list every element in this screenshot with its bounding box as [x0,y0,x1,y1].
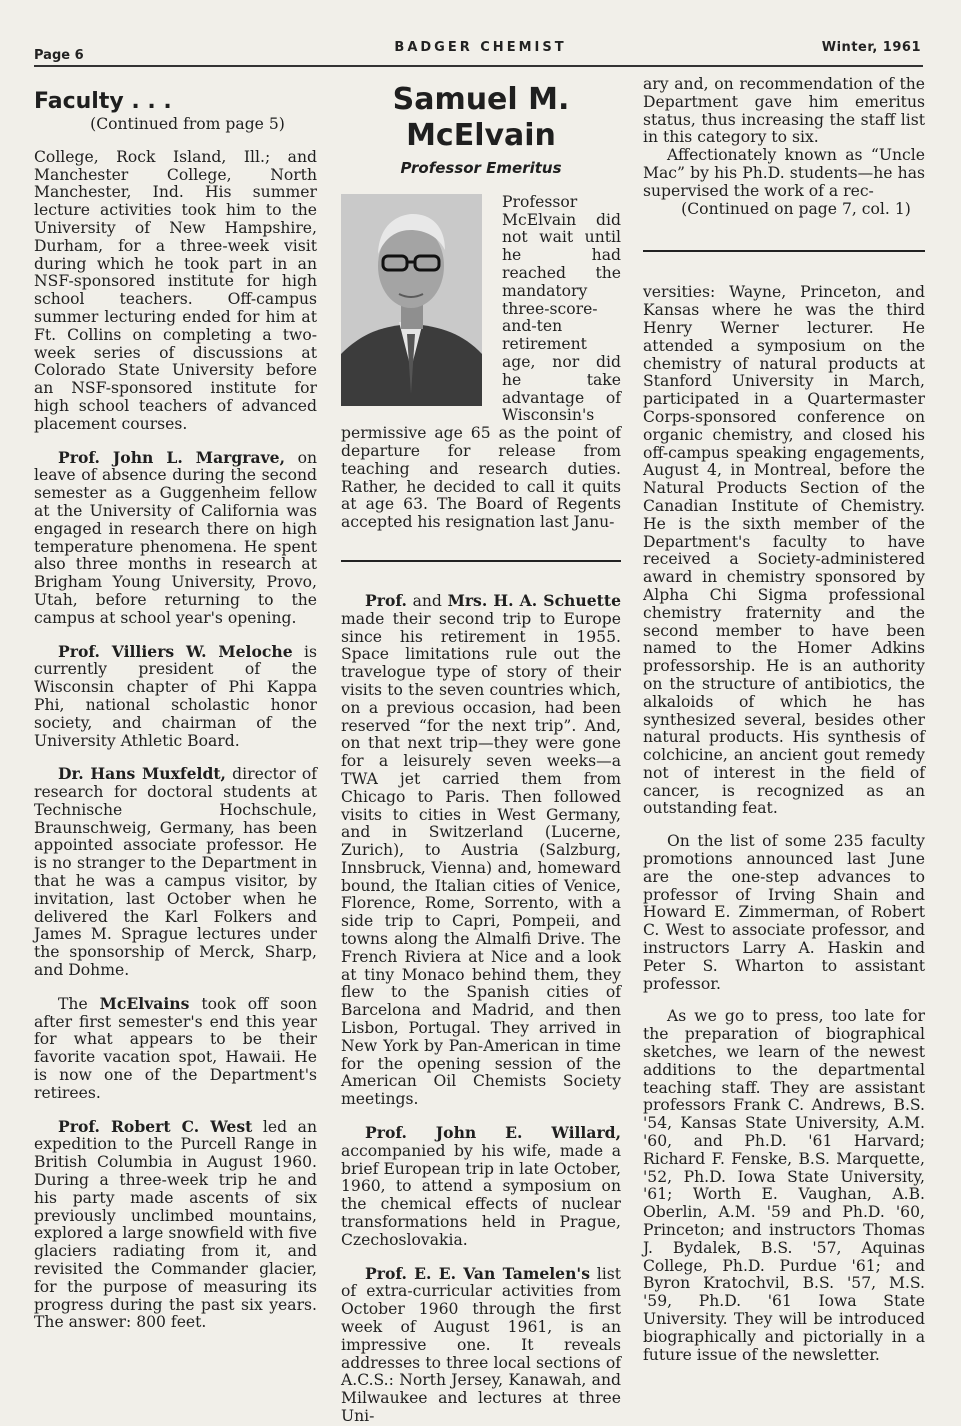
article-paragraph: Professor McElvain did not wait until he had reached the mandatory three-score-and-ten retirement age, nor did he take advantage of Wisconsin's permissive age 65 as the point of departure for release from teaching and research duties. Rather, he decided to call it quits at age 63. The Board of Regents accepted his resignation last Janu- [341,192,621,532]
person-name: Prof. E. E. Van Tamelen's [365,1263,590,1283]
section-divider [341,560,621,562]
title-line: McElvain [406,118,556,153]
section-divider [643,250,925,252]
paragraph-text: and [406,591,448,610]
paragraph-text: The [58,994,100,1013]
article-paragraph: versities: Wayne, Princeton, and Kansas where he was the third Henry Werner lecturer. He attended a symposium on the chemistry of natural products at Stanford University in March, participated in a Quartermaster Corps-sponsored conference on organic chemistry, and closed his off-campus speaking engagements, August 4, in Montreal, before the Natural Products Section of the Canadian Institute of Chemistry. He is the sixth member of the Department's faculty to have received a Society-administered award in chemistry sponsored by Alpha Chi Sigma professional chemistry fraternity and the second member to have been named to the Homer Adkins professorship. He is an authority on the structure of antibiotics, the alkaloids of which he has synthesized several, besides other natural products. His synthesis of colchicine, an ancient gout remedy not of interest in the field of cancer, is recognized as an outstanding feat. [643,283,925,818]
article-paragraph [34,765,317,980]
person-name: McElvains [99,993,190,1013]
issue-date: Winter, 1961 [821,40,921,55]
article-paragraph: ary and, on recommendation of the Department gave him emeritus status, thus increasing the staff list in this category to six. [643,75,925,147]
portrait-photo [341,194,482,406]
person-name: Prof. John E. Willard, [365,1123,621,1143]
person-name: Prof. John L. Margrave, [58,447,286,467]
title-line: Samuel M. [392,82,570,117]
paragraph-text: director of research for doctoral students at Technische Hochschule, Braunschweig, Germany, has been appointed associate professor. He is no stranger to the Department in that he was a campus visitor, by invitation, last October when he delivered the Karl Folkers and James M. Sprague lectures under the sponsorship of Merck, Sharp, and Dohme. [34,765,317,980]
paragraph-text: took off soon after first semester's end this year for what appears to be their favorite vacation spot, Hawaii. He is now one of the Department's retirees. [34,994,317,1102]
paragraph-text: on leave of absence during the second semester as a Guggenheim fellow at the University of California was engaged in research there on high temperature phenomena. He spent also three months in research at Brigham Young University, Provo, Utah, before returning to the campus at school year's opening. [34,448,318,627]
article-paragraph [341,592,621,1109]
column-center [341,82,621,1426]
article-paragraph [34,643,317,751]
paragraph-text: led an expedition to the Purcell Range in British Columbia in August 1960. During a three-week trip he and his party made ascents of six previously unclimbed mountains, explored a large snowfield with five glaciers radiating from it, and revisited the Commander glacier, for the purpose of measuring its progress during the past six years. The answer: 800 feet. [34,1117,318,1332]
article-paragraph [34,1118,317,1333]
feature-subtitle: Professor Emeritus [400,159,562,177]
continued-note: (Continued from page 5) [90,115,285,133]
portrait-illustration [341,194,482,406]
publication-title: BADGER CHEMIST [394,40,567,55]
article-paragraph: College, Rock Island, Ill.; and Manchester College, North Manchester, Ind. His summer lecture activities took him to the University of New Hampshire, Durham, for a three-week visit during which he took part in an NSF-sponsored institute for high school teachers. Off-campus summer lecturing ended for him at Ft. Collins on completing a two-week series of discussions at Colorado State University before an NSF-sponsored institute for high school teachers of advanced placement courses. [34,147,317,433]
person-name: Prof. Robert C. West [58,1116,253,1136]
article-paragraph [341,1124,621,1250]
column-left [34,88,317,1332]
paragraph-text: made their second trip to Europe since his retirement in 1955. Space limitations rule out the travelogue type of story of their visits to the seven countries which, on a previous occasion, had been reserved “for the next trip”. And, on that next trip—they were gone for a leisurely seven weeks—a TWA jet carried them from Chicago to Paris. Then followed visits to cities in West Germany, and in Switzerland (Lucerne, Zurich), to Austria (Salzburg, Innsbruck, Vienna) and, homeward bound, the Italian cities of Venice, Florence, Rome, Sorrento, with a side trip to Capri, Pompeii, and towns along the Almalfi Drive. The French Riviera at Nice and a look at tiny Monaco behind them, they flew to the Spanish cities of Barcelona and Madrid, and then Lisbon, Portugal. They arrived in New York by Pan-American in time for the opening session of the American Oil Chemists Society meetings. [341,609,621,1109]
column-right [643,76,925,1364]
person-name: Dr. Hans Muxfeldt, [58,764,226,784]
article-paragraph: As we go to press, too late for the preparation of biographical sketches, we learn of the newest additions to the departmental teaching staff. They are assistant professors Frank C. Andrews, B.S. '54, Kansas State University, A.M. '60, and Ph.D. '61 Harvard; Richard F. Fenske, B.S. Marquette, '52, Ph.D. Iowa State University, '61; Worth E. Vaughan, A.B. Oberlin, A.M. '59 and Ph.D. '60, Princeton; and instructors Thomas J. Bydalek, B.S. '57, Aquinas College, Ph.D. Purdue '61; and Byron Kratochvil, B.S. '57, M.S. '59, Ph.D. '61 Iowa State University. They will be introduced biographically and pictorially in a future issue of the newsletter. [643,1007,925,1364]
header-rule [34,65,923,67]
person-name: Mrs. H. A. Schuette [447,590,621,610]
faculty-heading: Faculty . . . [34,89,172,114]
article-paragraph [341,1265,621,1426]
article-paragraph [34,995,317,1103]
paragraph-text: is currently president of the Wisconsin chapter of Phi Kappa Phi, national scholastic honor society, and chairman of the University Athletic Board. [34,642,317,750]
person-name: Prof. Villiers W. Meloche [58,641,293,661]
page-number: Page 6 [34,48,84,63]
article-paragraph: On the list of some 235 faculty promotions announced last June are the one-step advances to professor of Irving Shain and Howard E. Zimmerman, of Robert C. West to associate professor, and instructors Larry A. Haskin and Peter S. Wharton to assistant professor. [643,832,925,993]
feature-title [341,82,621,154]
paragraph-text: list of extra-curricular activities from October 1960 through the first week of August 1961, is an impressive one. It reveals addresses to three local sections of A.C.S.: North Jersey, Kanawah, and Milwaukee and lectures at three Uni- [341,1264,622,1425]
continued-note: (Continued on page 7, col. 1) [681,199,911,218]
article-paragraph: Affectionately known as “Uncle Mac” by his Ph.D. students—he has supervised the work of a rec- [643,146,925,200]
person-name: Prof. [365,590,407,610]
paragraph-text: accompanied by his wife, made a brief European trip in late October, 1960, to attend a symposium on the chemical effects of nuclear transformations held in Prague, Czechoslovakia. [341,1141,621,1249]
article-paragraph [34,449,317,628]
